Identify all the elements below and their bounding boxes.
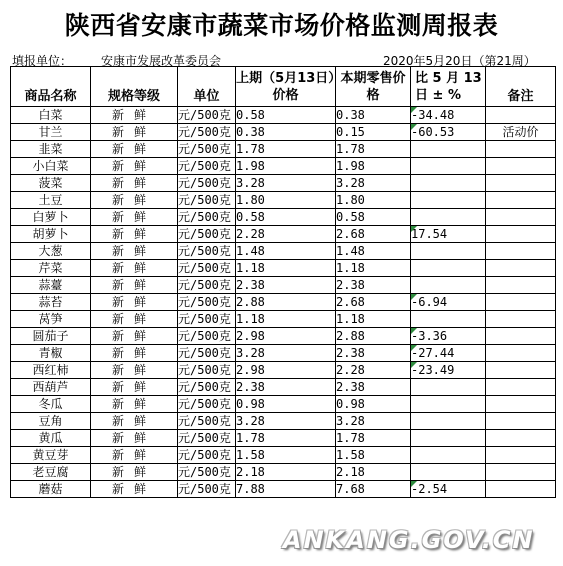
unit-cell: 元/500克 bbox=[178, 192, 236, 209]
item-name-cell: 小白菜 bbox=[11, 158, 91, 175]
table-row bbox=[11, 226, 556, 243]
change-percent-cell: -6.94 bbox=[411, 294, 486, 311]
spec-grade-cell: 新鲜 bbox=[91, 226, 178, 243]
note-cell bbox=[486, 107, 556, 124]
header-name: 商品名称 bbox=[11, 67, 91, 107]
table-row bbox=[11, 379, 556, 396]
comment-marker-icon bbox=[411, 345, 417, 351]
prev-price-cell: 0.58 bbox=[236, 209, 336, 226]
change-percent-cell: -23.49 bbox=[411, 362, 486, 379]
note-cell bbox=[486, 294, 556, 311]
note-cell bbox=[486, 277, 556, 294]
prev-price-cell: 1.78 bbox=[236, 430, 336, 447]
change-percent-cell: -2.54 bbox=[411, 481, 486, 498]
prev-price-cell: 2.98 bbox=[236, 362, 336, 379]
unit-cell: 元/500克 bbox=[178, 124, 236, 141]
note-cell bbox=[486, 379, 556, 396]
current-price-cell: 3.28 bbox=[336, 175, 411, 192]
current-price-cell: 3.28 bbox=[336, 413, 411, 430]
change-percent-cell bbox=[411, 464, 486, 481]
spec-grade-cell: 新鲜 bbox=[91, 362, 178, 379]
current-price-cell: 1.78 bbox=[336, 430, 411, 447]
item-name-cell: 甘兰 bbox=[11, 124, 91, 141]
change-percent-cell bbox=[411, 260, 486, 277]
current-price-cell: 1.18 bbox=[336, 311, 411, 328]
header-spec: 规格等级 bbox=[91, 67, 178, 107]
table-row bbox=[11, 192, 556, 209]
note-cell bbox=[486, 209, 556, 226]
current-price-cell: 0.98 bbox=[336, 396, 411, 413]
prev-price-cell: 2.98 bbox=[236, 328, 336, 345]
comment-marker-icon bbox=[411, 107, 417, 113]
change-percent-cell bbox=[411, 311, 486, 328]
note-cell bbox=[486, 260, 556, 277]
note-cell bbox=[486, 396, 556, 413]
prev-price-cell: 1.18 bbox=[236, 260, 336, 277]
unit-cell: 元/500克 bbox=[178, 396, 236, 413]
item-name-cell: 青椒 bbox=[11, 345, 91, 362]
current-price-cell: 2.38 bbox=[336, 277, 411, 294]
current-price-cell: 2.68 bbox=[336, 226, 411, 243]
item-name-cell: 土豆 bbox=[11, 192, 91, 209]
change-percent-cell bbox=[411, 158, 486, 175]
current-price-cell: 2.88 bbox=[336, 328, 411, 345]
change-percent-cell bbox=[411, 430, 486, 447]
unit-cell: 元/500克 bbox=[178, 345, 236, 362]
unit-cell: 元/500克 bbox=[178, 413, 236, 430]
note-cell bbox=[486, 481, 556, 498]
current-price-cell: 1.58 bbox=[336, 447, 411, 464]
current-price-cell: 2.38 bbox=[336, 345, 411, 362]
item-name-cell: 白菜 bbox=[11, 107, 91, 124]
item-name-cell: 豆角 bbox=[11, 413, 91, 430]
prev-price-cell: 3.28 bbox=[236, 345, 336, 362]
current-price-cell: 7.68 bbox=[336, 481, 411, 498]
table-row bbox=[11, 141, 556, 158]
comment-marker-icon bbox=[411, 328, 417, 334]
item-name-cell: 冬瓜 bbox=[11, 396, 91, 413]
unit-cell: 元/500克 bbox=[178, 226, 236, 243]
note-cell bbox=[486, 175, 556, 192]
prev-price-cell: 0.98 bbox=[236, 396, 336, 413]
item-name-cell: 芹菜 bbox=[11, 260, 91, 277]
current-price-cell: 1.80 bbox=[336, 192, 411, 209]
spec-grade-cell: 新鲜 bbox=[91, 379, 178, 396]
note-cell bbox=[486, 158, 556, 175]
unit-cell: 元/500克 bbox=[178, 107, 236, 124]
item-name-cell: 蒜苔 bbox=[11, 294, 91, 311]
change-percent-cell: -27.44 bbox=[411, 345, 486, 362]
item-name-cell: 西红柿 bbox=[11, 362, 91, 379]
unit-cell: 元/500克 bbox=[178, 379, 236, 396]
note-cell bbox=[486, 345, 556, 362]
unit-cell: 元/500克 bbox=[178, 362, 236, 379]
spec-grade-cell: 新鲜 bbox=[91, 141, 178, 158]
spec-grade-cell: 新鲜 bbox=[91, 192, 178, 209]
item-name-cell: 白萝卜 bbox=[11, 209, 91, 226]
current-price-cell: 2.28 bbox=[336, 362, 411, 379]
change-percent-cell: -34.48 bbox=[411, 107, 486, 124]
item-name-cell: 莴笋 bbox=[11, 311, 91, 328]
change-percent-cell bbox=[411, 175, 486, 192]
comment-marker-icon bbox=[411, 294, 417, 300]
spec-grade-cell: 新鲜 bbox=[91, 158, 178, 175]
change-percent-cell: -60.53 bbox=[411, 124, 486, 141]
item-name-cell: 黄豆芽 bbox=[11, 447, 91, 464]
prev-price-cell: 1.78 bbox=[236, 141, 336, 158]
prev-price-cell: 0.58 bbox=[236, 107, 336, 124]
spec-grade-cell: 新鲜 bbox=[91, 396, 178, 413]
unit-cell: 元/500克 bbox=[178, 481, 236, 498]
change-percent-cell: -3.36 bbox=[411, 328, 486, 345]
prev-price-cell: 7.88 bbox=[236, 481, 336, 498]
report-date: 2020年5月20日（第21周） bbox=[383, 54, 536, 68]
table-row bbox=[11, 413, 556, 430]
spec-grade-cell: 新鲜 bbox=[91, 124, 178, 141]
table-row bbox=[11, 294, 556, 311]
comment-marker-icon bbox=[411, 481, 417, 487]
table-row bbox=[11, 464, 556, 481]
note-cell bbox=[486, 192, 556, 209]
table-row bbox=[11, 158, 556, 175]
spec-grade-cell: 新鲜 bbox=[91, 345, 178, 362]
item-name-cell: 黄瓜 bbox=[11, 430, 91, 447]
current-price-cell: 0.58 bbox=[336, 209, 411, 226]
change-percent-cell bbox=[411, 243, 486, 260]
current-price-cell: 1.48 bbox=[336, 243, 411, 260]
spec-grade-cell: 新鲜 bbox=[91, 328, 178, 345]
note-cell: 活动价 bbox=[486, 124, 556, 141]
prev-price-cell: 2.38 bbox=[236, 379, 336, 396]
note-cell bbox=[486, 141, 556, 158]
prev-price-cell: 1.48 bbox=[236, 243, 336, 260]
table-row bbox=[11, 396, 556, 413]
table-row bbox=[11, 311, 556, 328]
note-cell bbox=[486, 328, 556, 345]
table-row bbox=[11, 277, 556, 294]
note-cell bbox=[486, 226, 556, 243]
unit-cell: 元/500克 bbox=[178, 158, 236, 175]
table-row bbox=[11, 362, 556, 379]
unit-cell: 元/500克 bbox=[178, 311, 236, 328]
change-percent-cell bbox=[411, 413, 486, 430]
header-change: 比 5 月 13 日 ± % bbox=[411, 67, 486, 107]
current-price-cell: 0.38 bbox=[336, 107, 411, 124]
table-row bbox=[11, 209, 556, 226]
note-cell bbox=[486, 430, 556, 447]
unit-cell: 元/500克 bbox=[178, 277, 236, 294]
current-price-cell: 2.68 bbox=[336, 294, 411, 311]
unit-cell: 元/500克 bbox=[178, 447, 236, 464]
spec-grade-cell: 新鲜 bbox=[91, 175, 178, 192]
reporter-label: 填报单位： bbox=[12, 54, 73, 68]
spec-grade-cell: 新鲜 bbox=[91, 447, 178, 464]
note-cell bbox=[486, 311, 556, 328]
table-row bbox=[11, 243, 556, 260]
prev-price-cell: 1.98 bbox=[236, 158, 336, 175]
comment-marker-icon bbox=[411, 124, 417, 130]
item-name-cell: 老豆腐 bbox=[11, 464, 91, 481]
prev-price-cell: 2.88 bbox=[236, 294, 336, 311]
unit-cell: 元/500克 bbox=[178, 260, 236, 277]
spec-grade-cell: 新鲜 bbox=[91, 481, 178, 498]
current-price-cell: 1.98 bbox=[336, 158, 411, 175]
note-cell bbox=[486, 464, 556, 481]
spec-grade-cell: 新鲜 bbox=[91, 209, 178, 226]
prev-price-cell: 3.28 bbox=[236, 413, 336, 430]
table-row bbox=[11, 481, 556, 498]
table-row bbox=[11, 175, 556, 192]
prev-price-cell: 0.38 bbox=[236, 124, 336, 141]
table-row bbox=[11, 430, 556, 447]
item-name-cell: 圆茄子 bbox=[11, 328, 91, 345]
table-row bbox=[11, 107, 556, 124]
table-row bbox=[11, 345, 556, 362]
table-row bbox=[11, 260, 556, 277]
spec-grade-cell: 新鲜 bbox=[91, 294, 178, 311]
report-title: 陕西省安康市蔬菜市场价格监测周报表 bbox=[64, 11, 499, 40]
unit-cell: 元/500克 bbox=[178, 141, 236, 158]
reporter-name: 安康市发展改革委员会 bbox=[101, 54, 222, 68]
current-price-cell: 0.15 bbox=[336, 124, 411, 141]
change-percent-cell: 17.54 bbox=[411, 226, 486, 243]
site-watermark: ANKANG.GOV.CN bbox=[283, 526, 535, 554]
item-name-cell: 蒜薹 bbox=[11, 277, 91, 294]
unit-cell: 元/500克 bbox=[178, 464, 236, 481]
header-current-price: 本期零售价格 bbox=[336, 67, 411, 107]
change-percent-cell bbox=[411, 447, 486, 464]
spec-grade-cell: 新鲜 bbox=[91, 260, 178, 277]
note-cell bbox=[486, 413, 556, 430]
note-cell bbox=[486, 243, 556, 260]
prev-price-cell: 2.38 bbox=[236, 277, 336, 294]
unit-cell: 元/500克 bbox=[178, 328, 236, 345]
change-percent-cell bbox=[411, 379, 486, 396]
note-cell bbox=[486, 362, 556, 379]
change-percent-cell bbox=[411, 209, 486, 226]
price-table bbox=[10, 66, 556, 498]
prev-price-cell: 1.80 bbox=[236, 192, 336, 209]
prev-price-cell: 1.58 bbox=[236, 447, 336, 464]
prev-price-cell: 3.28 bbox=[236, 175, 336, 192]
comment-marker-icon bbox=[411, 362, 417, 368]
unit-cell: 元/500克 bbox=[178, 294, 236, 311]
header-row bbox=[11, 67, 556, 107]
spec-grade-cell: 新鲜 bbox=[91, 243, 178, 260]
spec-grade-cell: 新鲜 bbox=[91, 311, 178, 328]
change-percent-cell bbox=[411, 141, 486, 158]
change-percent-cell bbox=[411, 192, 486, 209]
unit-cell: 元/500克 bbox=[178, 175, 236, 192]
current-price-cell: 1.78 bbox=[336, 141, 411, 158]
item-name-cell: 菠菜 bbox=[11, 175, 91, 192]
prev-price-cell: 2.18 bbox=[236, 464, 336, 481]
spec-grade-cell: 新鲜 bbox=[91, 107, 178, 124]
current-price-cell: 2.38 bbox=[336, 379, 411, 396]
spec-grade-cell: 新鲜 bbox=[91, 464, 178, 481]
prev-price-cell: 2.28 bbox=[236, 226, 336, 243]
table-row bbox=[11, 328, 556, 345]
item-name-cell: 蘑菇 bbox=[11, 481, 91, 498]
current-price-cell: 2.18 bbox=[336, 464, 411, 481]
unit-cell: 元/500克 bbox=[178, 243, 236, 260]
comment-marker-icon bbox=[411, 226, 417, 232]
spec-grade-cell: 新鲜 bbox=[91, 277, 178, 294]
item-name-cell: 大葱 bbox=[11, 243, 91, 260]
table-row bbox=[11, 447, 556, 464]
item-name-cell: 胡萝卜 bbox=[11, 226, 91, 243]
prev-price-cell: 1.18 bbox=[236, 311, 336, 328]
unit-cell: 元/500克 bbox=[178, 430, 236, 447]
change-percent-cell bbox=[411, 277, 486, 294]
change-percent-cell bbox=[411, 396, 486, 413]
table-row bbox=[11, 124, 556, 141]
unit-cell: 元/500克 bbox=[178, 209, 236, 226]
spec-grade-cell: 新鲜 bbox=[91, 430, 178, 447]
current-price-cell: 1.18 bbox=[336, 260, 411, 277]
spec-grade-cell: 新鲜 bbox=[91, 413, 178, 430]
header-note: 备注 bbox=[486, 67, 556, 107]
item-name-cell: 韭菜 bbox=[11, 141, 91, 158]
header-prev-price: 上期（5月13日）价格 bbox=[236, 67, 336, 107]
item-name-cell: 西葫芦 bbox=[11, 379, 91, 396]
note-cell bbox=[486, 447, 556, 464]
header-unit: 单位 bbox=[178, 67, 236, 107]
